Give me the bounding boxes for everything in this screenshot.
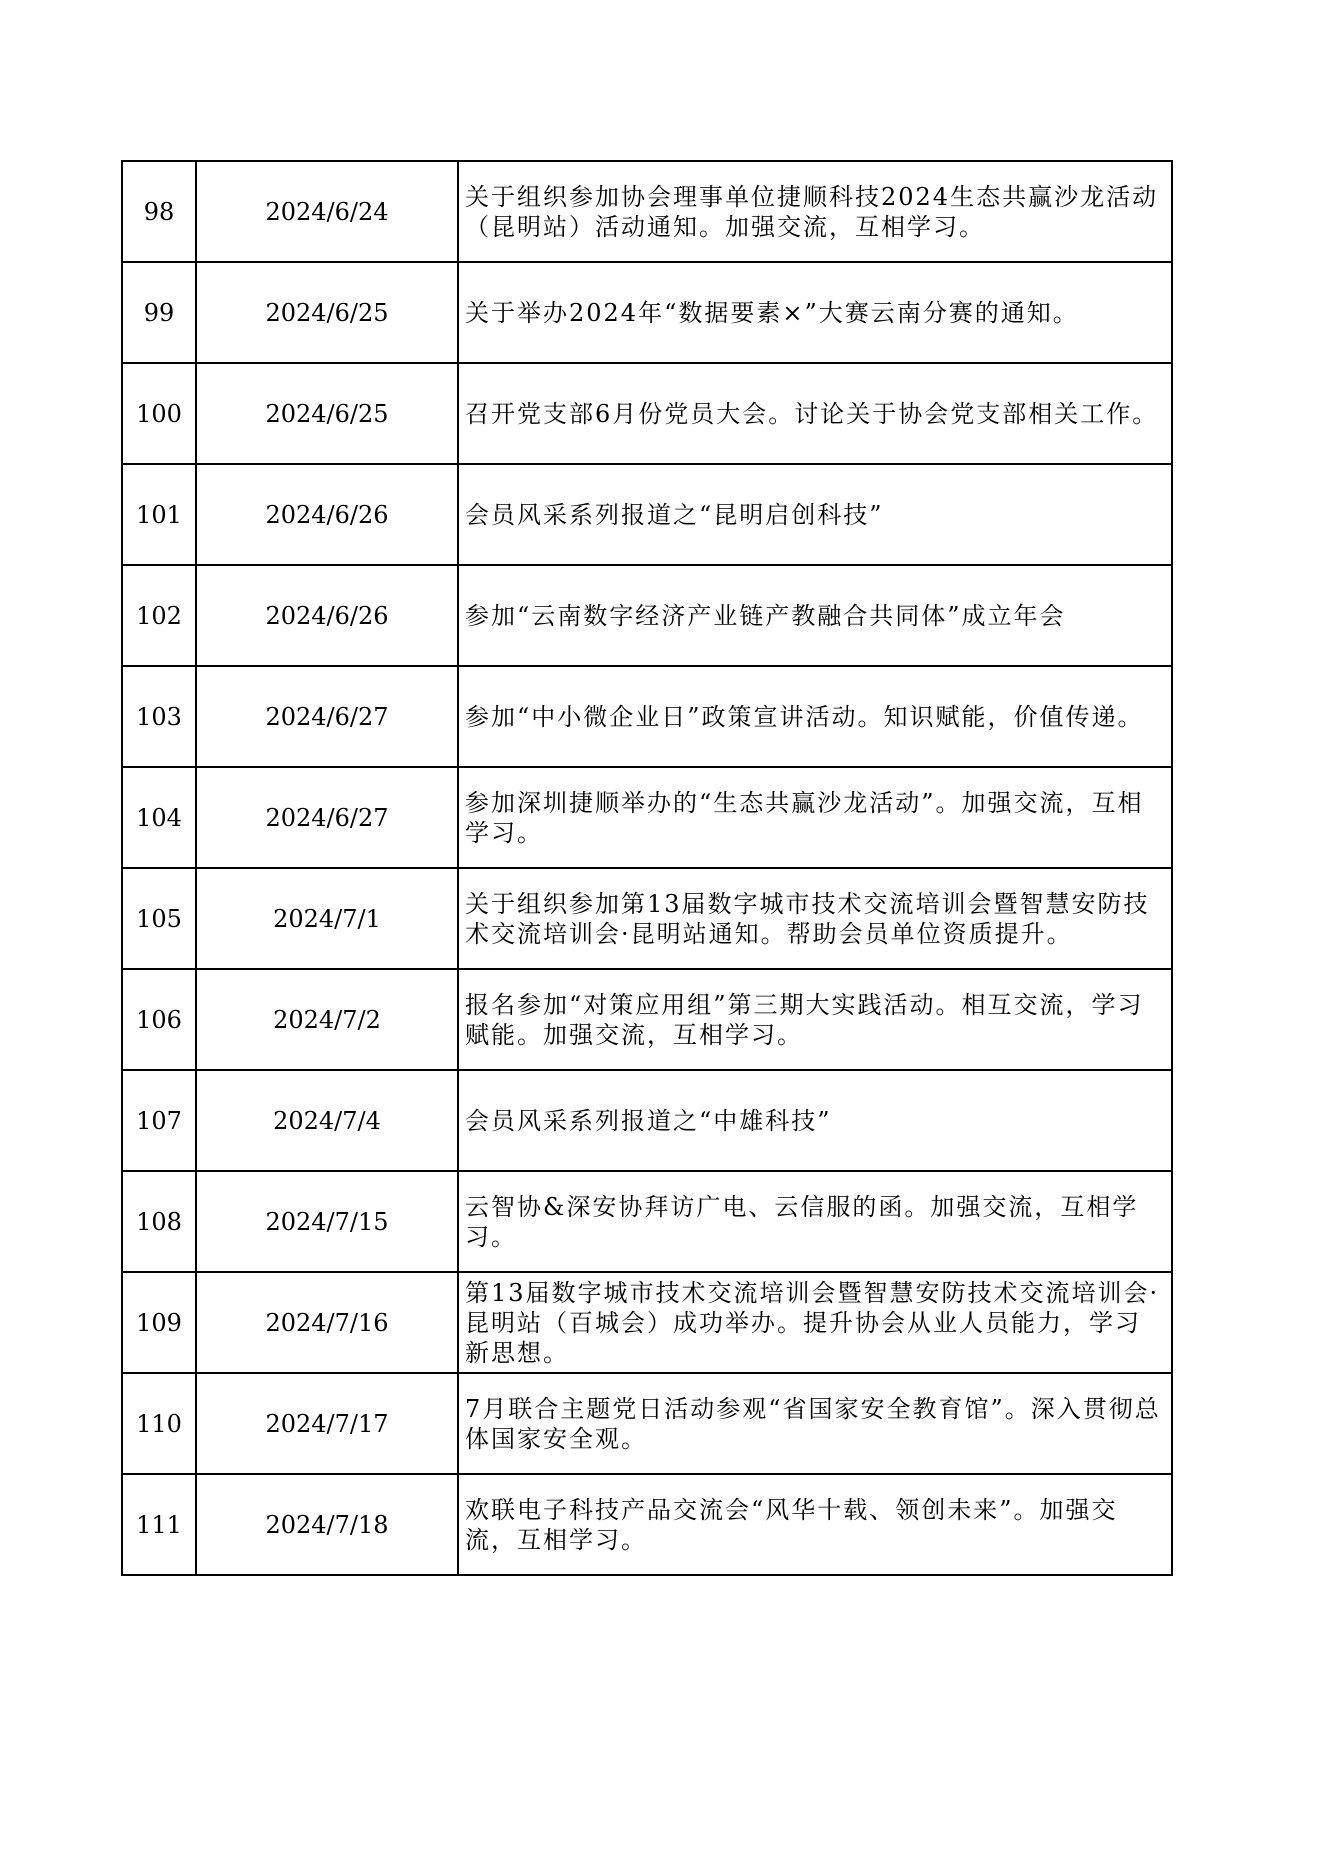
row-number: 106: [122, 969, 196, 1070]
row-content: 参加深圳捷顺举办的“生态共赢沙龙活动”。加强交流，互相学习。: [458, 767, 1172, 868]
table-row: [122, 1070, 1172, 1171]
row-date: 2024/7/18: [196, 1474, 458, 1575]
row-date: 2024/6/26: [196, 464, 458, 565]
row-number: 107: [122, 1070, 196, 1171]
row-date: 2024/6/27: [196, 666, 458, 767]
row-content: 关于举办2024年“数据要素×”大赛云南分赛的通知。: [458, 262, 1172, 363]
table-row: [122, 767, 1172, 868]
row-content: 召开党支部6月份党员大会。讨论关于协会党支部相关工作。: [458, 363, 1172, 464]
row-number: 101: [122, 464, 196, 565]
row-date: 2024/7/17: [196, 1373, 458, 1474]
row-number: 111: [122, 1474, 196, 1575]
row-content: 报名参加“对策应用组”第三期大实践活动。相互交流，学习赋能。加强交流，互相学习。: [458, 969, 1172, 1070]
row-date: 2024/6/27: [196, 767, 458, 868]
row-date: 2024/6/26: [196, 565, 458, 666]
row-number: 105: [122, 868, 196, 969]
row-date: 2024/7/15: [196, 1171, 458, 1272]
row-date: 2024/7/4: [196, 1070, 458, 1171]
row-content: 欢联电子科技产品交流会“风华十载、领创未来”。加强交流，互相学习。: [458, 1474, 1172, 1575]
row-number: 103: [122, 666, 196, 767]
table-row: [122, 464, 1172, 565]
table-row: [122, 161, 1172, 262]
row-content: 云智协&深安协拜访广电、云信服的函。加强交流，互相学习。: [458, 1171, 1172, 1272]
row-content: 参加“云南数字经济产业链产教融合共同体”成立年会: [458, 565, 1172, 666]
row-date: 2024/6/25: [196, 363, 458, 464]
table-row: [122, 565, 1172, 666]
row-number: 98: [122, 161, 196, 262]
row-date: 2024/7/2: [196, 969, 458, 1070]
row-content: 关于组织参加第13届数字城市技术交流培训会暨智慧安防技术交流培训会·昆明站通知。帮助会员单位资质提升。: [458, 868, 1172, 969]
row-date: 2024/7/16: [196, 1272, 458, 1373]
row-content: 会员风采系列报道之“中雄科技”: [458, 1070, 1172, 1171]
row-number: 99: [122, 262, 196, 363]
activity-table: [121, 160, 1173, 1576]
table-row: [122, 1272, 1172, 1373]
row-number: 102: [122, 565, 196, 666]
row-content: 第13届数字城市技术交流培训会暨智慧安防技术交流培训会·昆明站（百城会）成功举办。提升协会从业人员能力，学习新思想。: [458, 1272, 1172, 1373]
table-row: [122, 262, 1172, 363]
row-content: 7月联合主题党日活动参观“省国家安全教育馆”。深入贯彻总体国家安全观。: [458, 1373, 1172, 1474]
row-date: 2024/7/1: [196, 868, 458, 969]
row-content: 会员风采系列报道之“昆明启创科技”: [458, 464, 1172, 565]
table-row: [122, 1373, 1172, 1474]
row-number: 110: [122, 1373, 196, 1474]
table-row: [122, 1171, 1172, 1272]
row-number: 100: [122, 363, 196, 464]
row-number: 109: [122, 1272, 196, 1373]
row-content: 关于组织参加协会理事单位捷顺科技2024生态共赢沙龙活动（昆明站）活动通知。加强交流，互相学习。: [458, 161, 1172, 262]
table-row: [122, 363, 1172, 464]
row-date: 2024/6/25: [196, 262, 458, 363]
table-row: [122, 1474, 1172, 1575]
table-row: [122, 868, 1172, 969]
row-content: 参加“中小微企业日”政策宣讲活动。知识赋能，价值传递。: [458, 666, 1172, 767]
table-row: [122, 666, 1172, 767]
table-row: [122, 969, 1172, 1070]
row-number: 104: [122, 767, 196, 868]
row-date: 2024/6/24: [196, 161, 458, 262]
row-number: 108: [122, 1171, 196, 1272]
